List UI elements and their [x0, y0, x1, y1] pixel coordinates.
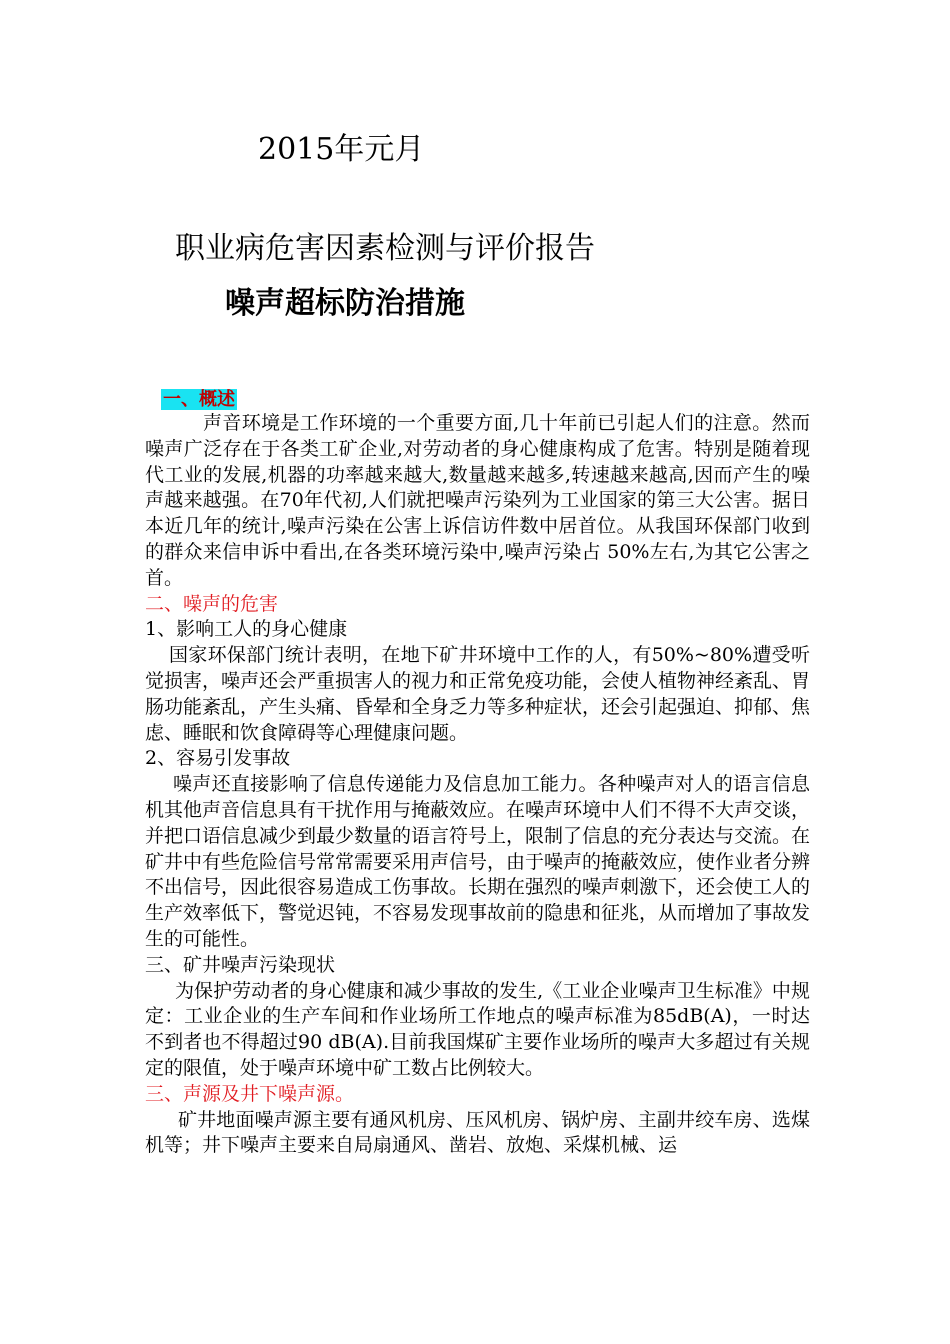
report-title: 职业病危害因素检测与评价报告	[175, 231, 595, 266]
paragraph-health: 国家环保部门统计表明，在地下矿井环境中工作的人，有50%~80%遭受听觉损害，噪声还会严重损害人的视力和正常免疫功能，会使人植物神经紊乱、胃肠功能紊乱，产生头痛、昏晕和全身乏力等多种症状，还会引起强迫、抑郁、焦虑、睡眠和饮食障碍等心理健康问题。	[145, 644, 811, 744]
section-heading-sources: 三、声源及井下噪声源。	[145, 1082, 355, 1105]
subheading-health: 1、影响工人的身心健康	[145, 618, 348, 641]
subheading-accidents: 2、容易引发事故	[145, 747, 291, 770]
paragraph-accidents: 噪声还直接影响了信息传递能力及信息加工能力。各种噪声对人的语言信息机其他声音信息具有干扰作用与掩蔽效应。在噪声环境中人们不得不大声交谈，并把口语信息减少到最少数量的语言符号上，限制了信息的充分表达与交流。在矿井中有些危险信号常常需要采用声信号，由于噪声的掩蔽效应，使作业者分辨不出信号，因此很容易造成工伤事故。长期在强烈的噪声刺激下，还会使工人的生产效率低下，警觉迟钝，不容易发现事故前的隐患和征兆，从而增加了事故发生的可能性。	[145, 773, 811, 950]
report-subtitle: 噪声超标防治措施	[225, 286, 465, 321]
paragraph-sources: 矿井地面噪声源主要有通风机房、压风机房、锅炉房、主副井绞车房、选煤机等；井下噪声主要来自局扇通风、凿岩、放炮、采煤机械、运	[145, 1108, 810, 1157]
paragraph-overview: 声音环境是工作环境的一个重要方面,几十年前已引起人们的注意。然而噪声广泛存在于各类工矿企业,对劳动者的身心健康构成了危害。特别是随着现代工业的发展,机器的功率越来越大,数量越来越多,转速越来越高,因而产生的噪声越来越强。在70年代初,人们就把噪声污染列为工业国家的第三大公害。据日本近几年的统计,噪声污染在公害上诉信访件数中居首位。从我国环保部门收到的群众来信申诉中看出,在各类环境污染中,噪声污染占 50%左右,为其它公害之首。	[145, 412, 810, 589]
report-date: 2015年元月	[258, 132, 425, 167]
highlighted-heading-text: 一、概述	[163, 389, 235, 410]
section-heading-status: 三、矿井噪声污染现状	[145, 953, 336, 976]
section-heading-hazards: 二、噪声的危害	[145, 592, 279, 615]
paragraph-status: 为保护劳动者的身心健康和减少事故的发生,《工业企业噪声卫生标准》中规定：工业企业的生产车间和作业场所工作地点的噪声标准为85dB(A)，一时达不到者也不得超过90 dB(A).目前我国煤矿主要作业场所的噪声大多超过有关规定的限值，处于噪声环境中矿工数占比例较大。	[145, 979, 810, 1079]
section-heading-overview	[145, 388, 810, 411]
document-body	[145, 388, 810, 1159]
